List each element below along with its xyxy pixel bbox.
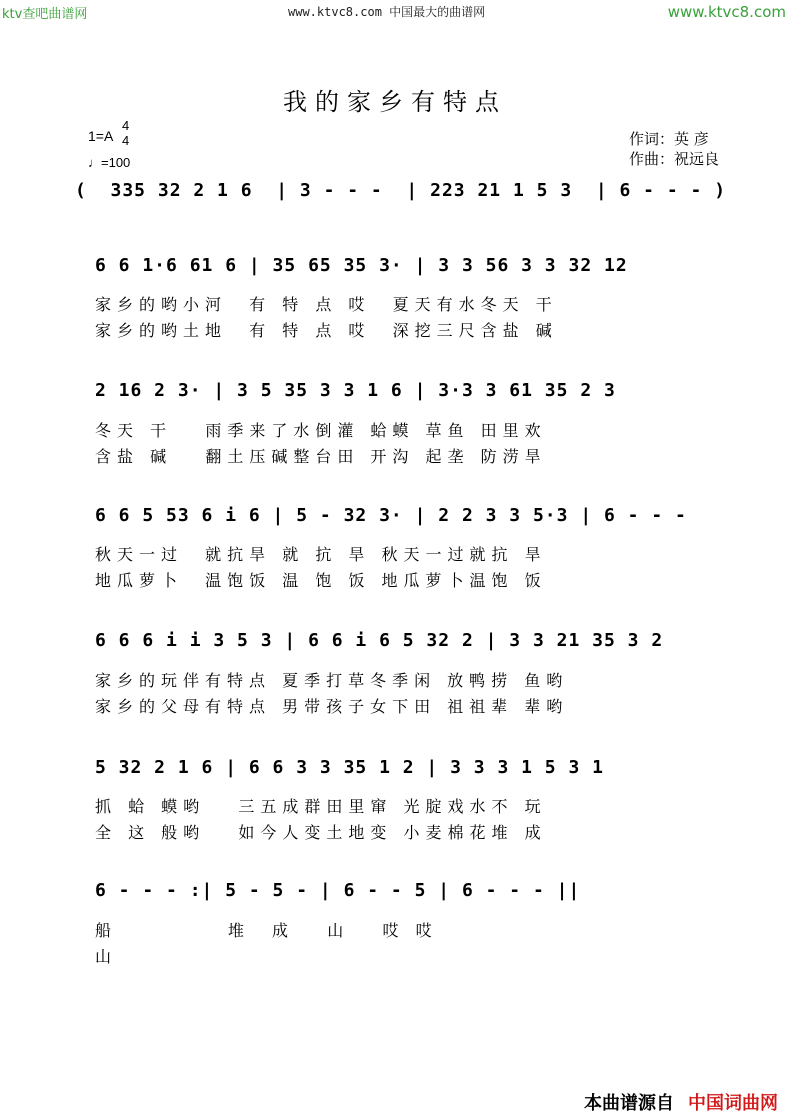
score-line-7 [0, 880, 790, 920]
site-url-right[interactable]: www.ktvc8.com [667, 3, 786, 21]
lyric-verse-2: 家乡的父母有特点 男带孩子女下田 祖祖辈 辈哟 [95, 697, 569, 716]
score-line-4 [0, 505, 790, 545]
lyric-verse-1: 秋天一过 就抗旱 就 抗 旱 秋天一过就抗 旱 [95, 545, 547, 564]
lyric-verse-2: 地瓜萝卜 温饱饭 温 饱 饭 地瓜萝卜温饱 饭 [95, 571, 547, 590]
lyricist-credit: 作词：英 彦 [629, 130, 709, 148]
notation: 6 - - - :| 5 - 5 - | 6 - - 5 | 6 - - - || [95, 880, 581, 901]
lyric-verse-2: 山 [95, 947, 118, 966]
lyric-verse-2: 家乡的哟土地 有 特 点 哎 深挖三尺含盐 碱 [95, 321, 558, 340]
song-title: 我的家乡有特点 [283, 88, 507, 116]
score-line-3 [0, 380, 790, 420]
notation: 6 6 5 53 6 i 6 | 5 - 32 3· | 2 2 3 3 5·3 | 6 - - - [95, 505, 687, 526]
score-line-5 [0, 630, 790, 670]
lyric-verse-1: 船 堆 成 山 哎 哎 [95, 921, 438, 940]
site-banner-text: www.ktvc8.com 中国最大的曲谱网 [288, 5, 486, 19]
site-logo-left[interactable]: ktv查吧曲谱网 [2, 7, 88, 22]
score-line-2 [0, 255, 790, 295]
source-label: 本曲谱源自 [584, 1093, 674, 1114]
notation: 5 32 2 1 6 | 6 6 3 3 35 1 2 | 3 3 3 1 5 3 1 [95, 757, 604, 778]
notation: ( 335 32 2 1 6 | 3 - - - | 223 21 1 5 3 | 6 - - - ) [75, 180, 727, 201]
lyric-verse-2: 全 这 般哟 如今人变土地变 小麦棉花堆 成 [95, 823, 547, 842]
source-footer [584, 1089, 778, 1115]
metre-top: 4 [122, 118, 130, 133]
lyric-verse-1: 冬天 干 雨季来了水倒灌 蛤蟆 草鱼 田里欢 [95, 421, 547, 440]
metre-bottom: 4 [122, 133, 130, 148]
lyric-verse-1: 家乡的玩伴有特点 夏季打草冬季闲 放鸭捞 鱼哟 [95, 671, 569, 690]
score-line-1 [0, 180, 790, 220]
lyric-verse-1: 抓 蛤 蟆哟 三五成群田里窜 光腚戏水不 玩 [95, 797, 547, 816]
lyric-verse-2: 含盐 碱 翻土压碱整台田 开沟 起垄 防涝旱 [95, 447, 547, 466]
score-line-6 [0, 757, 790, 797]
notation: 6 6 6 i i 3 5 3 | 6 6 i 6 5 32 2 | 3 3 21 35 3 2 [95, 630, 664, 651]
notation: 2 16 2 3· | 3 5 35 3 3 1 6 | 3·3 3 61 35 2 3 [95, 380, 616, 401]
source-site-link[interactable]: 中国词曲网 [688, 1093, 778, 1114]
key-signature: 1=A [88, 128, 114, 144]
lyric-verse-1: 家乡的哟小河 有 特 点 哎 夏天有水冬天 干 [95, 295, 558, 314]
tempo-mark: ♩=100 [88, 155, 131, 170]
time-signature [122, 118, 129, 148]
notation: 6 6 1·6 61 6 | 35 65 35 3· | 3 3 56 3 3 32 12 [95, 255, 628, 276]
composer-credit: 作曲：祝远良 [629, 150, 720, 168]
